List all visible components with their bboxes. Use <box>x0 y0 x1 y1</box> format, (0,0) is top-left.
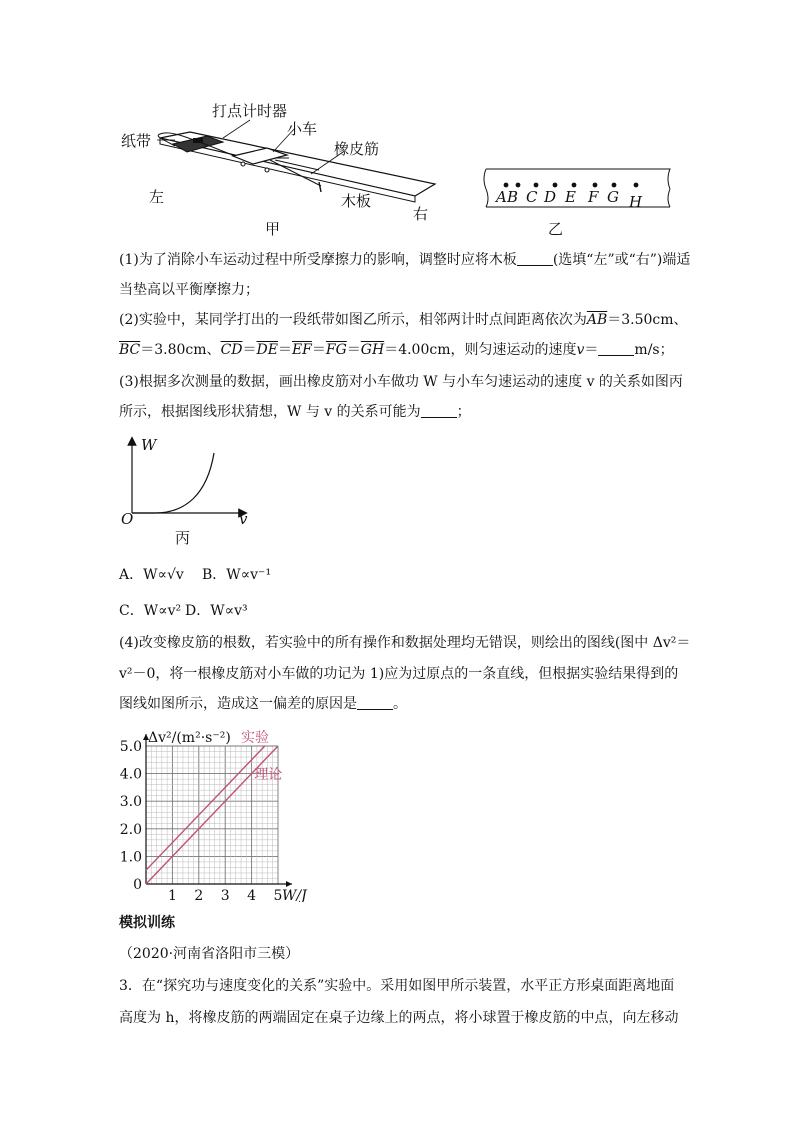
bing-origin: O <box>121 510 134 528</box>
option-b[interactable]: B．W∝v⁻¹ <box>202 567 272 583</box>
tape-label-c: C <box>526 188 538 206</box>
q3-blank[interactable] <box>421 403 457 418</box>
caption-bing: 丙 <box>175 529 191 547</box>
tape-point-labels <box>478 188 678 211</box>
q2-blank[interactable] <box>598 341 634 356</box>
bing-curve <box>132 453 214 513</box>
tape-dot-f <box>593 183 598 188</box>
y-tick-label: 3.0 <box>119 794 142 811</box>
tape-dot-g <box>612 183 617 188</box>
q2-line1: (2)实验中，某同学打出的一段纸带如图乙所示，相邻两计时点间距离依次为$\overline{AB}=3.50cm$、 <box>119 312 688 328</box>
caption-jia: 甲 <box>265 220 281 238</box>
bing-x-label: v <box>239 510 248 528</box>
delta-v2-vs-w-chart <box>110 722 310 902</box>
tape-label-d: D <box>544 188 557 206</box>
y-tick-label: 5.0 <box>119 739 142 755</box>
q4-blank[interactable] <box>357 695 393 710</box>
tape-dot-a <box>504 183 509 188</box>
label-cart: 小车 <box>287 120 318 138</box>
tape-dot-c <box>534 183 539 188</box>
x-axis-label: W/J <box>282 888 307 902</box>
label-left: 左 <box>149 188 165 206</box>
tape-label-h: H <box>629 193 643 211</box>
y-tick-label: 4.0 <box>119 766 142 783</box>
q4-line1: (4)改变橡皮筋的根数，若实验中的所有操作和数据处理均无错误，则绘出的图线(图中 Δv²＝ <box>119 635 691 651</box>
chart-labels <box>120 730 308 902</box>
label-timer: 打点计时器 <box>212 102 288 120</box>
tape-label-g: G <box>607 188 619 206</box>
label-board: 木板 <box>341 192 372 210</box>
next-question-line2: 高度为 h，将橡皮筋的两端固定在桌子边缘上的两点，将小球置于橡皮筋的中点，向左移动 <box>119 1010 679 1026</box>
q1-blank[interactable] <box>517 251 553 266</box>
y-tick-label: 0 <box>133 877 142 893</box>
x-tick-label: 4 <box>247 888 257 902</box>
label-right: 右 <box>413 205 429 223</box>
y-axis-label: Δv²/(m²·s⁻²) <box>148 730 231 746</box>
q1-line1: (1)为了消除小车运动过程中所受摩擦力的影响，调整时应将木板 (选填“左”或“右”)端适 <box>119 252 691 268</box>
x-tick-label: 5 <box>273 888 283 902</box>
tape-dot-h <box>634 183 639 188</box>
section-title: 模拟训练 <box>119 915 175 931</box>
y-tick-label: 2.0 <box>119 821 142 838</box>
tape-label-b: B <box>507 188 519 206</box>
q2-line2: $\overline{BC}=3.80cm$、$\overline{CD}=\overline{DE}=\overline{EF}=\overline{FG}=\overline{GH}=4.00cm$，则匀速运动的速度v＝ m/s； <box>119 342 674 358</box>
q4-line3: 图线如图所示，造成这一偏差的原因是 。 <box>119 696 407 712</box>
series-label-experiment: 实验 <box>241 730 270 746</box>
x-axis-arrow <box>286 881 292 887</box>
section-source: （2020·河南省洛阳市三模） <box>119 946 300 962</box>
label-rubber-band: 橡皮筋 <box>334 140 380 158</box>
bing-y-label: W <box>141 436 157 454</box>
tape-dot-d <box>553 183 558 188</box>
x-tick-label: 1 <box>167 888 177 902</box>
tape-dot-e <box>572 183 577 188</box>
tape-dot-b <box>516 183 521 188</box>
x-tick-label: 2 <box>194 888 204 902</box>
tape-dots <box>504 183 639 188</box>
q3-line1: (3)根据多次测量的数据，画出橡皮筋对小车做功 W 与小车匀速运动的速度 v 的关系如图丙 <box>119 374 683 390</box>
q4-line2: v²－0，将一根橡皮筋对小车做的功记为 1)应为过原点的一条直线，但根据实验结果得到的 <box>119 666 679 682</box>
q3-line2: 所示，根据图线形状猜想，W 与 v 的关系可能为 ； <box>119 404 471 420</box>
tape-label-f: F <box>588 188 599 206</box>
label-tape: 纸带 <box>121 132 152 150</box>
y-tick-label: 1.0 <box>119 849 142 866</box>
q1-line2: 当垫高以平衡摩擦力； <box>119 282 259 298</box>
series-line-experiment <box>146 746 265 870</box>
tape-label-e: E <box>565 188 576 206</box>
x-tick-label: 3 <box>220 888 230 902</box>
option-a[interactable]: A．W∝√v <box>119 567 184 583</box>
caption-yi: 乙 <box>548 220 564 238</box>
option-d[interactable]: D．W∝v³ <box>185 603 248 619</box>
tape-label-a: A <box>496 188 507 206</box>
next-question-line1: 3．在“探究功与速度变化的关系”实验中。采用如图甲所示装置，水平正方形桌面距离地面 <box>119 978 675 994</box>
series-label-theory: 理论 <box>254 767 283 784</box>
option-c[interactable]: C．W∝v² <box>119 603 182 619</box>
